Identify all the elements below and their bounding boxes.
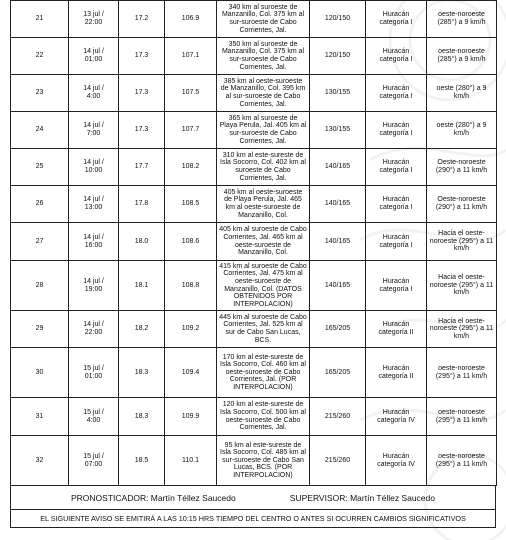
location-cell: 95 km al este-sureste de Isla Socorro, Col. 485 km al sur-suroeste de Cabo San Lucas, BCS. (POR INTERPOLACION)	[217, 436, 310, 486]
advisory-number-cell: 28	[11, 261, 69, 311]
table-row	[11, 223, 497, 261]
table-row	[11, 75, 497, 112]
latitude-cell: 17.8	[119, 186, 165, 223]
movement-cell: oeste (280°) a 9 km/h	[427, 112, 497, 149]
location-cell: 405 km al suroeste de Cabo Corrientes, Jal. 465 km al oeste-suroeste de Manzanillo, Col.	[217, 223, 310, 261]
advisory-number-cell: 29	[11, 311, 69, 348]
table-row	[11, 398, 497, 436]
location-cell: 120 km al este-sureste de Isla Socorro, Col. 500 km al oeste-suroeste de Cabo Corrientes, Jal.	[217, 398, 310, 436]
movement-cell: oeste-noroeste (285°) a 9 km/h	[427, 1, 497, 38]
wind-cell: 130/155	[310, 75, 366, 112]
category-cell: Huracán categoría II	[366, 311, 427, 348]
category-cell: Huracán categoría I	[366, 261, 427, 311]
advisory-number-cell: 27	[11, 223, 69, 261]
supervisor-label: SUPERVISOR: Martín Téllez Saucedo	[289, 492, 435, 503]
movement-cell: oeste-noroeste (295°) a 11 km/h	[427, 348, 497, 398]
latitude-cell: 18.2	[119, 311, 165, 348]
movement-cell: Hacia el oeste-noroeste (295°) a 11 km/h	[427, 261, 497, 311]
movement-cell: Oeste-noroeste (290°) a 11 km/h	[427, 186, 497, 223]
advisory-number-cell: 26	[11, 186, 69, 223]
longitude-cell: 109.4	[165, 348, 217, 398]
table-row	[11, 149, 497, 186]
latitude-cell: 18.3	[119, 348, 165, 398]
longitude-cell: 107.7	[165, 112, 217, 149]
table-row	[11, 311, 497, 348]
longitude-cell: 106.9	[165, 1, 217, 38]
advisory-number-cell: 23	[11, 75, 69, 112]
location-cell: 350 km al suroeste de Manzanillo, Col. 375 km al sur-suroeste de Cabo Corrientes, Jal.	[217, 38, 310, 75]
longitude-cell: 110.1	[165, 436, 217, 486]
datetime-cell: 14 jul / 01:00	[69, 38, 119, 75]
advisory-number-cell: 25	[11, 149, 69, 186]
table-row	[11, 38, 497, 75]
advisory-number-cell: 32	[11, 436, 69, 486]
category-cell: Huracán categoría I	[366, 223, 427, 261]
table-row	[11, 348, 497, 398]
advisory-number-cell: 24	[11, 112, 69, 149]
wind-cell: 120/150	[310, 38, 366, 75]
category-cell: Huracán categoría II	[366, 348, 427, 398]
table-row	[11, 436, 497, 486]
advisory-sheet	[10, 0, 496, 528]
datetime-cell: 14 jul / 7:00	[69, 112, 119, 149]
wind-cell: 120/150	[310, 1, 366, 38]
location-cell: 170 km al este-sureste de Isla Socorro, Col. 460 km al oeste-suroeste de Cabo Corrientes, Jal. (POR INTERPOLACION)	[217, 348, 310, 398]
latitude-cell: 18.1	[119, 261, 165, 311]
datetime-cell: 14 jul / 4:00	[69, 75, 119, 112]
location-cell: 415 km al suroeste de Cabo Corrientes, Jal. 475 km al oeste-suroeste de Manzanillo, Col. (DATOS OBTENIDOS POR INTERPOLACION)	[217, 261, 310, 311]
category-cell: Huracán categoría I	[366, 149, 427, 186]
longitude-cell: 108.8	[165, 261, 217, 311]
category-cell: Huracán categoría IV	[366, 398, 427, 436]
latitude-cell: 18.0	[119, 223, 165, 261]
datetime-cell: 14 jul / 10:00	[69, 149, 119, 186]
latitude-cell: 17.3	[119, 75, 165, 112]
datetime-cell: 14 jul / 13:00	[69, 186, 119, 223]
advisory-number-cell: 31	[11, 398, 69, 436]
location-cell: 340 km al suroeste de Manzanillo, Col. 375 km al sur-suroeste de Cabo Corrientes, Jal.	[217, 1, 310, 38]
table-row	[11, 1, 497, 38]
location-cell: 385 km al oeste-suroeste de Manzanillo, Col. 395 km al sur-suroeste de Cabo Corrientes, Jal.	[217, 75, 310, 112]
category-cell: Huracán categoría I	[366, 38, 427, 75]
location-cell: 365 km al suroeste de Playa Perula, Jal. 405 km al sur-suroeste de Cabo Corrientes, Jal.	[217, 112, 310, 149]
longitude-cell: 109.9	[165, 398, 217, 436]
table-row	[11, 261, 497, 311]
datetime-cell: 15 jul / 4:00	[69, 398, 119, 436]
advisory-number-cell: 30	[11, 348, 69, 398]
datetime-cell: 13 jul / 22:00	[69, 1, 119, 38]
longitude-cell: 107.5	[165, 75, 217, 112]
movement-cell: Hacia el oeste-noroeste (295°) a 11 km/h	[427, 311, 497, 348]
next-advisory-text: EL SIGUIENTE AVISO SE EMITIRÁ A LAS 10:15 HRS TIEMPO DEL CENTRO O ANTES SI OCURREN CAMBIOS SIGNIFICATIVOS	[40, 514, 466, 523]
latitude-cell: 17.3	[119, 112, 165, 149]
wind-cell: 140/165	[310, 223, 366, 261]
movement-cell: oeste-noroeste (295°) a 11 km/h	[427, 436, 497, 486]
category-cell: Huracán categoría I	[366, 112, 427, 149]
wind-cell: 140/165	[310, 186, 366, 223]
latitude-cell: 18.5	[119, 436, 165, 486]
table-row	[11, 112, 497, 149]
location-cell: 310 km al este-sureste de Isla Socorro, Col. 402 km al suroeste de Cabo Corrientes, Jal.	[217, 149, 310, 186]
datetime-cell: 14 jul / 22:00	[69, 311, 119, 348]
signature-row	[10, 486, 496, 510]
forecaster-label: PRONOSTICADOR: Martín Téllez Saucedo	[71, 492, 236, 503]
advisory-number-cell: 22	[11, 38, 69, 75]
movement-cell: oeste-noroeste (285°) a 9 km/h	[427, 38, 497, 75]
category-cell: Huracán categoría I	[366, 186, 427, 223]
category-cell: Huracán categoría I	[366, 1, 427, 38]
latitude-cell: 17.3	[119, 38, 165, 75]
datetime-cell: 15 jul / 07:00	[69, 436, 119, 486]
next-advisory-note	[10, 510, 496, 528]
latitude-cell: 17.7	[119, 149, 165, 186]
longitude-cell: 107.1	[165, 38, 217, 75]
datetime-cell: 14 jul / 19:00	[69, 261, 119, 311]
wind-cell: 215/260	[310, 436, 366, 486]
wind-cell: 130/155	[310, 112, 366, 149]
latitude-cell: 17.2	[119, 1, 165, 38]
wind-cell: 215/260	[310, 398, 366, 436]
datetime-cell: 15 jul / 01:00	[69, 348, 119, 398]
longitude-cell: 109.2	[165, 311, 217, 348]
longitude-cell: 108.6	[165, 223, 217, 261]
latitude-cell: 18.3	[119, 398, 165, 436]
longitude-cell: 108.5	[165, 186, 217, 223]
track-table	[10, 0, 497, 486]
advisory-number-cell: 21	[11, 1, 69, 38]
category-cell: Huracán categoría IV	[366, 436, 427, 486]
wind-cell: 140/165	[310, 149, 366, 186]
movement-cell: oeste-noroeste (295°) a 11 km/h	[427, 398, 497, 436]
datetime-cell: 14 jul / 16:00	[69, 223, 119, 261]
movement-cell: oeste (280°) a 9 km/h	[427, 75, 497, 112]
table-row	[11, 186, 497, 223]
movement-cell: Hacia el oeste-noroeste (295°) a 11 km/h	[427, 223, 497, 261]
category-cell: Huracán categoría I	[366, 75, 427, 112]
location-cell: 405 km al oeste-suroeste de Playa Perula, Jal. 465 km al oeste-suroeste de Manzanillo, Col.	[217, 186, 310, 223]
wind-cell: 165/205	[310, 311, 366, 348]
longitude-cell: 108.2	[165, 149, 217, 186]
location-cell: 445 km al suroeste de Cabo Corrientes, Jal. 525 km al sur de Cabo San Lucas, BCS.	[217, 311, 310, 348]
wind-cell: 165/205	[310, 348, 366, 398]
wind-cell: 140/165	[310, 261, 366, 311]
movement-cell: Oeste-noroeste (290°) a 11 km/h	[427, 149, 497, 186]
